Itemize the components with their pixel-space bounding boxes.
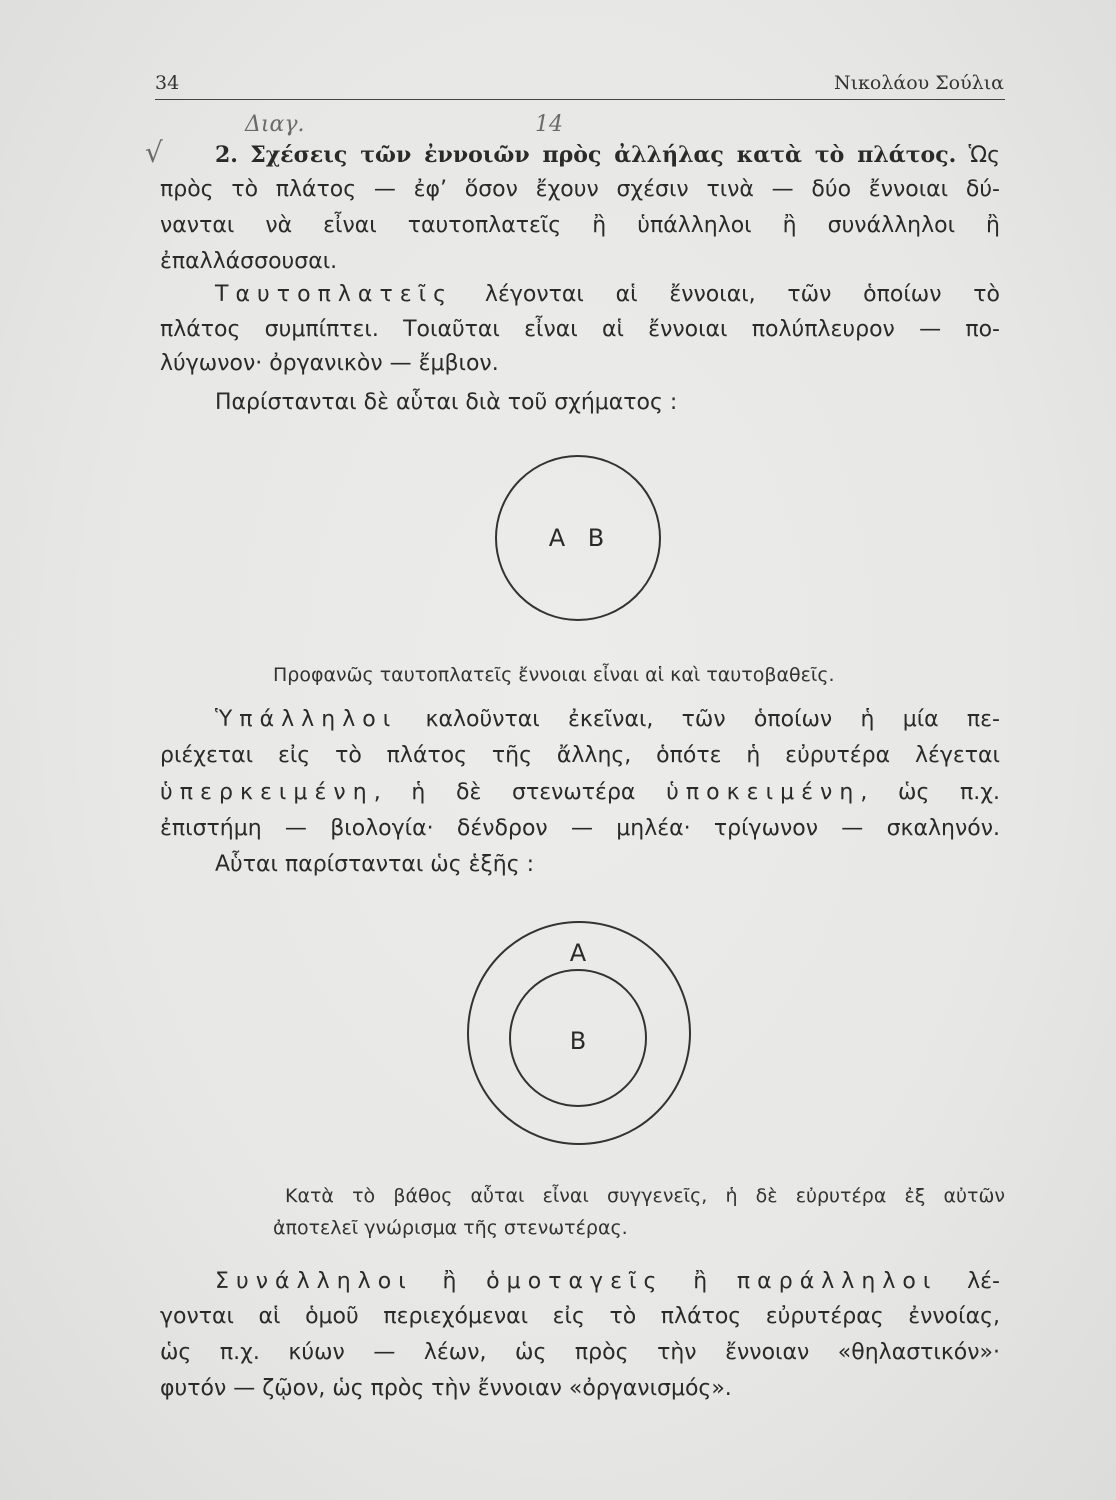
figure-intro: Παρίστανται δὲ αὗται διὰ τοῦ σχήματος :: [215, 390, 678, 415]
text-line: γονται αἱ ὁμοῦ περιεχόμεναι εἰς τὸ πλάτος εὐρυτέρας ἐννοίας,: [160, 1304, 1000, 1329]
term-coordinate: Συνάλληλοι: [215, 1269, 413, 1294]
handwritten-check-mark: √: [145, 136, 163, 169]
figure2-caption-line: ἀποτελεῖ γνώρισμα τῆς στενωτέρας.: [273, 1217, 628, 1239]
text-line: νανται νὰ εἶναι ταυτοπλατεῖς ἢ ὑπάλληλοι ἢ συνάλληλοι ἢ: [160, 213, 1000, 238]
figure2-outer-label: Α: [569, 939, 587, 967]
term-subordinate: Ὑπάλληλοι: [215, 707, 398, 732]
text-fragment: Ὡς: [968, 143, 1001, 168]
circle-ab: [496, 456, 660, 620]
page-number: 34: [155, 72, 180, 94]
handwritten-note: Διαγ.: [245, 112, 305, 137]
figure2-inner-label: Β: [569, 1027, 587, 1055]
text-line: φυτόν — ζῷον, ὡς πρὸς τὴν ἔννοιαν «ὀργανισμός».: [160, 1376, 732, 1401]
text-line: [215, 278, 1000, 312]
figure1-label-b: Β: [587, 524, 605, 552]
text-line: [215, 1265, 1000, 1299]
text-fragment: λέγονται αἱ ἔννοιαι, τῶν ὁποίων τὸ: [484, 282, 1000, 307]
term-coordinate-alt1: ὁμοταγεῖς: [486, 1269, 664, 1294]
text-line: πρὸς τὸ πλάτος — ἐφ’ ὅσον ἔχουν σχέσιν τινὰ — δύο ἔννοιαι δύ-: [160, 177, 1000, 202]
text-fragment: ἢ: [442, 1269, 457, 1294]
text-fragment: , ὡς π.χ.: [860, 780, 1000, 805]
text-fragment: , ἡ δὲ στενωτέρα: [373, 780, 636, 805]
figure2-caption-line: Κατὰ τὸ βάθος αὗται εἶναι συγγενεῖς, ἡ δὲ εὐρυτέρα ἐξ αὐτῶν: [285, 1185, 1005, 1207]
text-line: ριέχεται εἰς τὸ πλάτος τῆς ἄλλης, ὁπότε ἡ εὐρυτέρα λέγεται: [160, 743, 1000, 768]
figure-coextensive-diagram: [480, 440, 680, 640]
text-line: λύγωνον· ὀργανικὸν — ἔμβιον.: [160, 351, 499, 376]
section-heading-line: [215, 138, 1000, 172]
term-coordinate-alt2: παράλληλοι: [736, 1269, 938, 1294]
figure1-caption: Προφανῶς ταυτοπλατεῖς ἔννοιαι εἶναι αἱ καὶ ταυτοβαθεῖς.: [273, 664, 835, 686]
running-title: Νικολάου Σούλια: [833, 72, 1004, 94]
figure1-label-a: Α: [548, 524, 566, 552]
text-line: πλάτος συμπίπτει. Τοιαῦται εἶναι αἱ ἔννοιαι πολύπλευρον — πο-: [160, 317, 1000, 342]
text-line: ἐπαλλάσσουσαι.: [160, 249, 338, 274]
text-fragment: ἢ: [693, 1269, 708, 1294]
text-line: ἐπιστήμη — βιολογία· δένδρον — μηλέα· τρίγωνον — σκαληνόν.: [160, 816, 1000, 841]
section-number: 2.: [215, 142, 238, 168]
section-title: Σχέσεις τῶν ἐννοιῶν πρὸς ἀλλήλας κατὰ τὸ πλάτος.: [250, 142, 957, 168]
text-fragment: λέ-: [967, 1269, 1000, 1294]
term-superordinate: ὑπερκειμένη: [160, 780, 374, 805]
figure-subordinate-diagram: [450, 905, 710, 1165]
text-line: [215, 703, 1000, 737]
text-fragment: καλοῦνται ἐκεῖναι, τῶν ὁποίων ἡ μία πε-: [425, 707, 1000, 732]
term-subordinate-lower: ὑποκειμένη: [666, 780, 861, 805]
handwritten-number: 14: [535, 112, 563, 137]
text-line: ὡς π.χ. κύων — λέων, ὡς πρὸς τὴν ἔννοιαν «θηλαστικόν»·: [160, 1340, 1000, 1365]
text-line: [160, 776, 1000, 810]
term-coextensive: Ταυτοπλατεῖς: [215, 282, 454, 307]
figure-intro: Αὗται παρίστανται ὡς ἑξῆς :: [215, 852, 535, 877]
header-rule: [155, 99, 1005, 100]
